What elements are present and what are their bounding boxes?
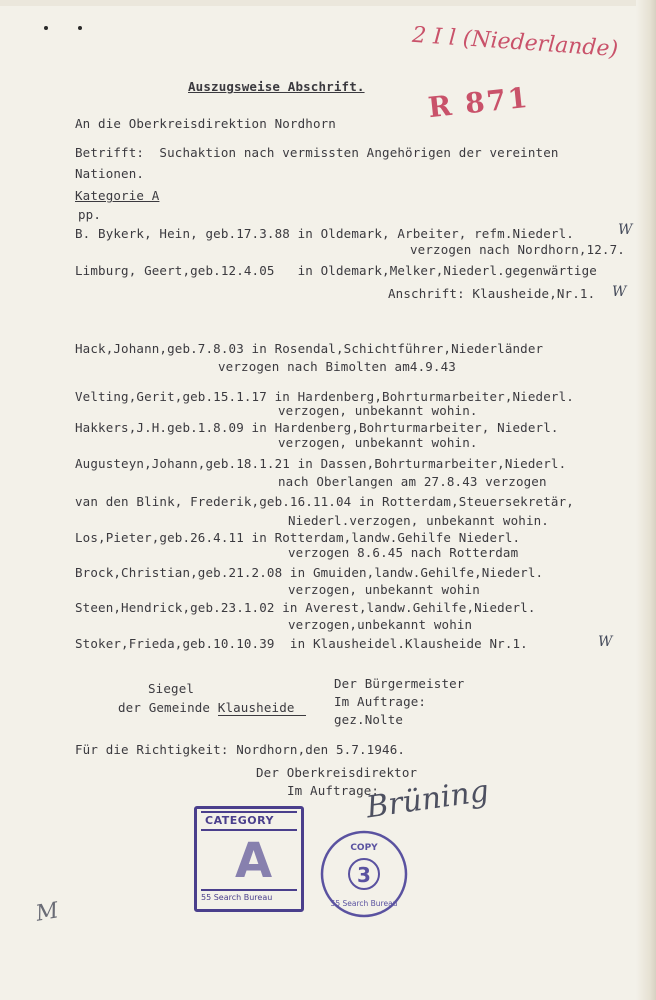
entry-line: Hack,Johann,geb.7.8.03 in Rosendal,Schichtführer,Niederländer: [75, 341, 544, 356]
entry-line: nach Oberlangen am 27.8.43 verzogen: [278, 474, 547, 489]
stamp-copy-bureau: 55 Search Bureau: [330, 899, 398, 908]
stamp-footer: 55 Search Bureau: [201, 893, 273, 902]
category-stamp: [194, 806, 304, 912]
stamp-rule: [201, 829, 297, 831]
margin-check-mark: W: [618, 222, 633, 238]
certification-line: Für die Richtigkeit: Nordhorn,den 5.7.1946.: [75, 742, 406, 757]
margin-check-mark: W: [612, 284, 627, 300]
stamp-header: CATEGORY: [205, 814, 274, 827]
copy-stamp: [320, 830, 408, 918]
entry-line: Anschrift: Klausheide,Nr.1.: [388, 286, 596, 301]
seal-municipality: der Gemeinde Klausheide: [118, 700, 295, 715]
handwritten-file-number: R 871: [426, 80, 531, 125]
stamp-category-letter: A: [235, 833, 273, 889]
mayor-signed: gez.Nolte: [334, 712, 404, 727]
oberkreisdirektor-title: Der Oberkreisdirektor: [256, 765, 418, 780]
stamp-rule: [201, 889, 297, 891]
underline: [218, 715, 306, 716]
entry-line: van den Blink, Frederik,geb.16.11.04 in Rotterdam,Steuersekretär,: [75, 494, 574, 509]
entry-line: Stoker,Frieda,geb.10.10.39 in Klausheidel.Klausheide Nr.1.: [75, 636, 528, 651]
entry-line: verzogen nach Nordhorn,12.7.: [410, 242, 625, 257]
entry-line: B. Bykerk, Hein, geb.17.3.88 in Oldemark, Arbeiter, refm.Niederl.: [75, 226, 574, 241]
entry-line: Limburg, Geert,geb.12.4.05 in Oldemark,Melker,Niederl.gegenwärtige: [75, 263, 597, 278]
subject-line-2: Nationen.: [75, 166, 145, 181]
entry-line: Steen,Hendrick,geb.23.1.02 in Averest,landw.Gehilfe,Niederl.: [75, 600, 536, 615]
punch-hole: [78, 26, 82, 30]
stamp-rule: [201, 811, 297, 813]
margin-initial-mark: M: [34, 898, 61, 927]
entry-line: verzogen, unbekannt wohin.: [278, 403, 478, 418]
entry-line: verzogen nach Bimolten am4.9.43: [218, 359, 456, 374]
entry-line: verzogen, unbekannt wohin.: [278, 435, 478, 450]
oberkreisdirektor-on-behalf: Im Auftrage:: [287, 783, 380, 798]
entry-line: verzogen,unbekannt wohin: [288, 617, 473, 632]
entry-line: Los,Pieter,geb.26.4.11 in Rotterdam,landw.Gehilfe Niederl.: [75, 530, 521, 545]
handwritten-reference: 2 I l (Niederlande): [411, 22, 619, 63]
mayor-on-behalf: Im Auftrage:: [334, 694, 427, 709]
entry-line: verzogen 8.6.45 nach Rotterdam: [288, 545, 519, 560]
stamp-copy-number: 3: [357, 863, 371, 887]
subject-line-1: Betrifft: Suchaktion nach vermissten Angehörigen der vereinten: [75, 145, 559, 160]
entry-line: Brock,Christian,geb.21.2.08 in Gmuiden,landw.Gehilfe,Niederl.: [75, 565, 544, 580]
entry-line: Velting,Gerit,geb.15.1.17 in Hardenberg,Bohrturmarbeiter,Niederl.: [75, 389, 574, 404]
stamp-copy-label: COPY: [350, 843, 378, 853]
entry-line: Hakkers,J.H.geb.1.8.09 in Hardenberg,Bohrturmarbeiter, Niederl.: [75, 420, 559, 435]
punch-hole: [44, 26, 48, 30]
handwritten-signature: Brüning: [364, 773, 491, 826]
entry-line: verzogen, unbekannt wohin: [288, 582, 480, 597]
entry-line: Augusteyn,Johann,geb.18.1.21 in Dassen,Bohrturmarbeiter,Niederl.: [75, 456, 567, 471]
paper-right-edge: [636, 0, 656, 1000]
document-title: Auszugsweise Abschrift.: [188, 79, 365, 94]
addressee: An die Oberkreisdirektion Nordhorn: [75, 116, 336, 131]
category-heading: Kategorie A: [75, 188, 160, 203]
paper-top-edge: [0, 0, 656, 6]
pp-abbreviation: pp.: [78, 207, 102, 222]
seal-label: Siegel: [148, 681, 195, 696]
mayor-title: Der Bürgermeister: [334, 676, 465, 691]
margin-check-mark: W: [598, 634, 613, 650]
entry-line: Niederl.verzogen, unbekannt wohin.: [288, 513, 549, 528]
